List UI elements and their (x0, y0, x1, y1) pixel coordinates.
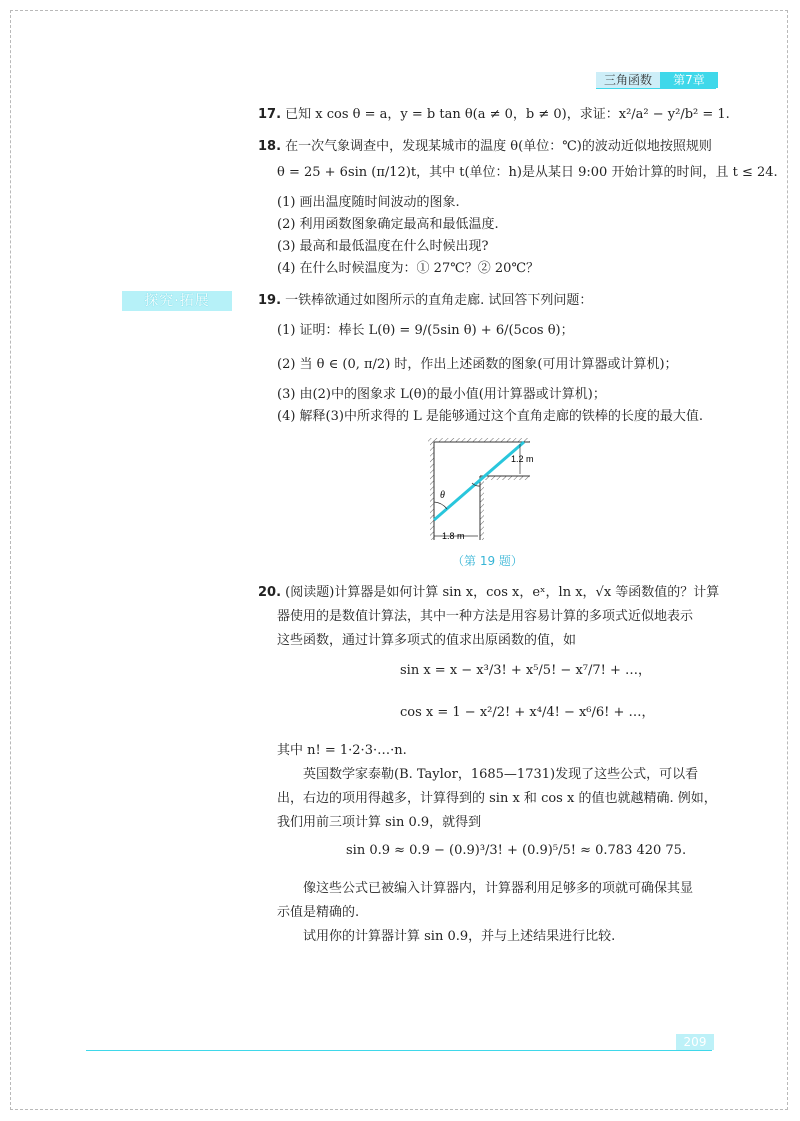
page-number: 209 (676, 1034, 714, 1050)
formula-sin-0.9: sin 0.9 ≈ 0.9 − (0.9)³/3! + (0.9)⁵/5! ≈ 0.783 420 75. (346, 843, 687, 858)
problem-20-line1: 20. (阅读题)计算器是如何计算 sin x，cos x，eˣ，ln x，√x 等函数值的？计算 (258, 585, 720, 600)
problem-20-line4: 其中 n! = 1·2·3·…·n. (277, 743, 407, 758)
problem-20-line6: 出，右边的项用得越多，计算得到的 sin x 和 cos x 的值也就越精确. 例如， (277, 791, 717, 806)
problem-19-item-4: (4) 解释(3)中所求得的 L 是能够通过这个直角走廊的铁棒的长度的最大值. (277, 409, 703, 424)
inner-side-wall (480, 476, 484, 540)
angle-label: θ (440, 490, 445, 501)
dim-1.8m: 1.8 m (442, 531, 465, 541)
problem-18-item-1: (1) 画出温度随时间波动的图象. (277, 195, 460, 210)
chapter-label: 第7章 (660, 72, 718, 88)
top-wall (428, 438, 530, 442)
inner-top-wall (480, 476, 530, 480)
formula-sin: sin x = x − x³/3! + x⁵/5! − x⁷/7! + …， (400, 663, 652, 678)
left-wall (430, 440, 434, 540)
problem-20-number: 20. (258, 585, 282, 600)
problem-18-item-3: (3) 最高和最低温度在什么时候出现? (277, 239, 489, 254)
problem-20-line9: 示值是精确的. (277, 905, 360, 920)
problem-20-line3: 这些函数，通过计算多项式的值求出原函数的值，如 (277, 633, 577, 648)
angle-arc-left (434, 502, 447, 509)
problem-20-line2: 器使用的是数值计算法，其中一种方法是用容易计算的多项式近似地表示 (277, 609, 694, 624)
problem-19-item-2: (2) 当 θ ∈ (0, π/2) 时，作出上述函数的图象(可用计算器或计算机)； (277, 357, 678, 372)
section-label: 三角函数 (596, 72, 660, 88)
problem-19-item-1: (1) 证明：棒长 L(θ) = 9/(5sin θ) + 6/(5cos θ)； (277, 323, 574, 338)
problem-17-number: 17. (258, 107, 282, 122)
problem-18-number: 18. (258, 139, 282, 154)
formula-cos: cos x = 1 − x²/2! + x⁴/4! − x⁶/6! + …， (400, 705, 655, 720)
problem-19-line1: 19. 一铁棒欲通过如图所示的直角走廊. 试回答下列问题： (258, 293, 593, 308)
header-rule (596, 88, 716, 89)
problem-18-line1: 18. 在一次气象调查中，发现某城市的温度 θ(单位：℃)的波动近似地按照规则 (258, 139, 712, 154)
footer-rule (86, 1050, 712, 1051)
problem-19-item-3: (3) 由(2)中的图象求 L(θ)的最小值(用计算器或计算机)； (277, 387, 606, 402)
problem-18-item-4: (4) 在什么时候温度为：① 27℃？② 20℃？ (277, 261, 539, 276)
problem-20-line7: 我们用前三项计算 sin 0.9，就得到 (277, 815, 482, 830)
running-header (596, 72, 718, 88)
explore-badge: 探究·拓展 (122, 291, 232, 311)
problem-19-number: 19. (258, 293, 282, 308)
corridor-figure (420, 432, 540, 552)
figure-caption: （第 19 题） (452, 554, 523, 568)
problem-20-line5: 英国数学家泰勒(B. Taylor，1685—1731)发现了这些公式，可以看 (303, 767, 699, 782)
problem-17-text: 已知 x cos θ = a，y = b tan θ(a ≠ 0，b ≠ 0)，求证：x²/a² − y²/b² = 1. (285, 107, 730, 122)
problem-17 (258, 106, 730, 124)
problem-18-line2: θ = 25 + 6sin (π/12)t，其中 t(单位：h)是从某日 9:00 开始计算的时间，且 t ≤ 24. (277, 165, 778, 180)
problem-20-line8: 像这些公式已被编入计算器内，计算器利用足够多的项就可确保其显 (303, 881, 694, 896)
dim-1.2m: 1.2 m (511, 454, 534, 464)
problem-20-line10: 试用你的计算器计算 sin 0.9，并与上述结果进行比较. (303, 929, 616, 944)
problem-18-item-2: (2) 利用函数图象确定最高和最低温度. (277, 217, 499, 232)
